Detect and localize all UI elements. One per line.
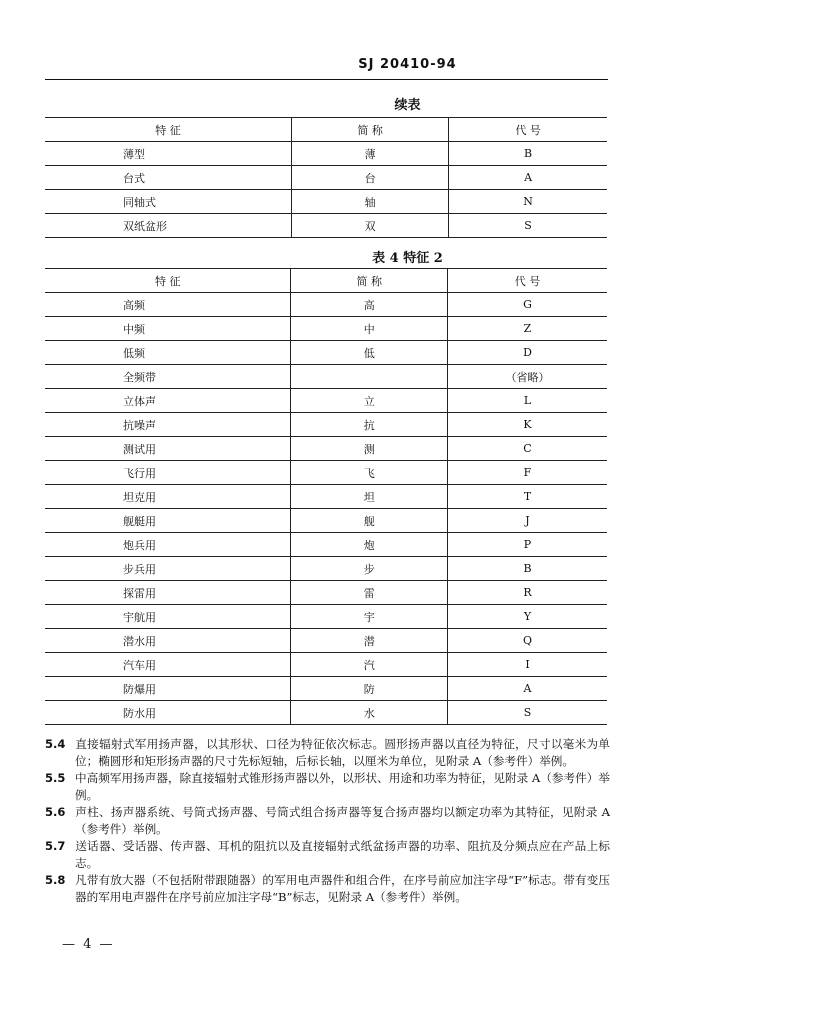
clause-5-4 xyxy=(45,736,610,770)
cell-abbrev: 坦 xyxy=(291,485,448,509)
header-rule xyxy=(45,79,608,80)
clause-number: 5.8 xyxy=(45,873,66,887)
cell-feature: 飞行用 xyxy=(45,461,291,485)
cell-feature: 立体声 xyxy=(45,389,291,413)
clause-text: 送话器、受话器、传声器、耳机的阻抗以及直接辐射式纸盆扬声器的功率、阻抗及分频点应在产品上标志。 xyxy=(75,839,610,870)
col-header-code: 代 号 xyxy=(449,118,607,142)
cell-abbrev: 雷 xyxy=(291,581,448,605)
clause-number: 5.5 xyxy=(45,771,66,785)
table-row xyxy=(45,413,607,437)
clause-5-8 xyxy=(45,872,610,906)
clause-number: 5.7 xyxy=(45,839,66,853)
cell-feature: 潜水用 xyxy=(45,629,291,653)
cell-feature: 台式 xyxy=(45,166,292,190)
cell-code: G xyxy=(448,293,608,317)
cell-code: S xyxy=(449,214,607,238)
clause-number: 5.4 xyxy=(45,737,66,751)
cell-abbrev: 宇 xyxy=(291,605,448,629)
cell-code: Q xyxy=(448,629,608,653)
cell-feature: 坦克用 xyxy=(45,485,291,509)
cell-abbrev: 台 xyxy=(292,166,449,190)
cell-feature: 炮兵用 xyxy=(45,533,291,557)
table-row xyxy=(45,365,607,389)
table-row xyxy=(45,293,607,317)
cell-abbrev: 飞 xyxy=(291,461,448,485)
table-header-row xyxy=(45,118,607,142)
cell-code: S xyxy=(448,701,608,725)
cell-code: J xyxy=(448,509,608,533)
col-header-abbrev: 简 称 xyxy=(292,118,449,142)
cell-code: A xyxy=(449,166,607,190)
cell-abbrev: 抗 xyxy=(291,413,448,437)
cell-code: L xyxy=(448,389,608,413)
standard-number: SJ 20410-94 xyxy=(358,57,457,72)
table-row xyxy=(45,557,607,581)
table-row xyxy=(45,461,607,485)
clause-5-7 xyxy=(45,838,610,872)
cell-code: Y xyxy=(448,605,608,629)
cell-abbrev: 步 xyxy=(291,557,448,581)
cell-code: A xyxy=(448,677,608,701)
table-row xyxy=(45,142,607,166)
clause-5-6 xyxy=(45,804,610,838)
cell-feature: 防爆用 xyxy=(45,677,291,701)
table4-caption: 表 4 特征 2 xyxy=(372,251,443,266)
col-header-feature: 特 征 xyxy=(45,118,292,142)
cell-code: B xyxy=(449,142,607,166)
page-number: — 4 — xyxy=(62,937,115,952)
table-row xyxy=(45,437,607,461)
cell-abbrev: 双 xyxy=(292,214,449,238)
cell-code: C xyxy=(448,437,608,461)
table-row xyxy=(45,653,607,677)
table-row xyxy=(45,677,607,701)
table-row xyxy=(45,629,607,653)
cell-abbrev: 水 xyxy=(291,701,448,725)
clause-5-5 xyxy=(45,770,610,804)
clause-text: 凡带有放大器（不包括附带跟随器）的军用电声器件和组合件，在序号前应加注字母“F”标志。带有变压器的军用电声器件在序号前应加注字母“B”标志，见附录 A（参考件）举例。 xyxy=(75,873,610,904)
cell-feature: 高频 xyxy=(45,293,291,317)
cell-feature: 低频 xyxy=(45,341,291,365)
cell-abbrev: 立 xyxy=(291,389,448,413)
cell-abbrev: 高 xyxy=(291,293,448,317)
col-header-abbrev: 简 称 xyxy=(291,269,448,293)
col-header-code: 代 号 xyxy=(448,269,608,293)
cell-feature: 双纸盆形 xyxy=(45,214,292,238)
table-row xyxy=(45,389,607,413)
table-row xyxy=(45,317,607,341)
table-header-row xyxy=(45,269,607,293)
cell-feature: 汽车用 xyxy=(45,653,291,677)
cell-code: B xyxy=(448,557,608,581)
cell-abbrev: 中 xyxy=(291,317,448,341)
cell-abbrev: 防 xyxy=(291,677,448,701)
clause-text: 声柱、扬声器系统、号筒式扬声器、号筒式组合扬声器等复合扬声器均以额定功率为其特征，见附录 A（参考件）举例。 xyxy=(75,805,610,836)
cell-code: （省略） xyxy=(448,365,608,389)
clause-text: 直接辐射式军用扬声器，以其形状、口径为特征依次标志。圆形扬声器以直径为特征，尺寸以毫米为单位；椭圆形和矩形扬声器的尺寸先标短轴，后标长轴，以厘米为单位，见附录 A（参考件）举例。 xyxy=(75,737,610,768)
cell-feature: 中频 xyxy=(45,317,291,341)
cell-abbrev: 舰 xyxy=(291,509,448,533)
cell-abbrev: 潜 xyxy=(291,629,448,653)
cell-code: F xyxy=(448,461,608,485)
cell-feature: 测试用 xyxy=(45,437,291,461)
cell-feature: 同轴式 xyxy=(45,190,292,214)
cell-feature: 抗噪声 xyxy=(45,413,291,437)
continued-table xyxy=(45,117,607,238)
cell-code: P xyxy=(448,533,608,557)
cell-code: R xyxy=(448,581,608,605)
col-header-feature: 特 征 xyxy=(45,269,291,293)
clause-text: 中高频军用扬声器，除直接辐射式锥形扬声器以外，以形状、用途和功率为特征，见附录 A（参考件）举例。 xyxy=(75,771,610,802)
cell-code: I xyxy=(448,653,608,677)
table4 xyxy=(45,268,607,725)
table-row xyxy=(45,605,607,629)
cell-feature: 探雷用 xyxy=(45,581,291,605)
cell-feature: 防水用 xyxy=(45,701,291,725)
cell-code: D xyxy=(448,341,608,365)
clause-number: 5.6 xyxy=(45,805,66,819)
cell-abbrev: 薄 xyxy=(292,142,449,166)
cell-abbrev: 轴 xyxy=(292,190,449,214)
cell-feature: 步兵用 xyxy=(45,557,291,581)
table-row xyxy=(45,214,607,238)
cell-code: K xyxy=(448,413,608,437)
table-row xyxy=(45,341,607,365)
table-row xyxy=(45,485,607,509)
table-row xyxy=(45,166,607,190)
cell-feature: 舰艇用 xyxy=(45,509,291,533)
cell-code: Z xyxy=(448,317,608,341)
cell-abbrev: 低 xyxy=(291,341,448,365)
cell-feature: 全频带 xyxy=(45,365,291,389)
cell-code: T xyxy=(448,485,608,509)
cell-abbrev: 测 xyxy=(291,437,448,461)
cell-feature: 宇航用 xyxy=(45,605,291,629)
cell-abbrev: 炮 xyxy=(291,533,448,557)
cell-code: N xyxy=(449,190,607,214)
continued-table-caption: 续表 xyxy=(394,98,421,113)
cell-abbrev: 汽 xyxy=(291,653,448,677)
body-paragraphs xyxy=(45,736,610,906)
table-row xyxy=(45,581,607,605)
cell-abbrev xyxy=(291,365,448,389)
table-row xyxy=(45,509,607,533)
table-row xyxy=(45,190,607,214)
table-row xyxy=(45,533,607,557)
cell-feature: 薄型 xyxy=(45,142,292,166)
table-row xyxy=(45,701,607,725)
